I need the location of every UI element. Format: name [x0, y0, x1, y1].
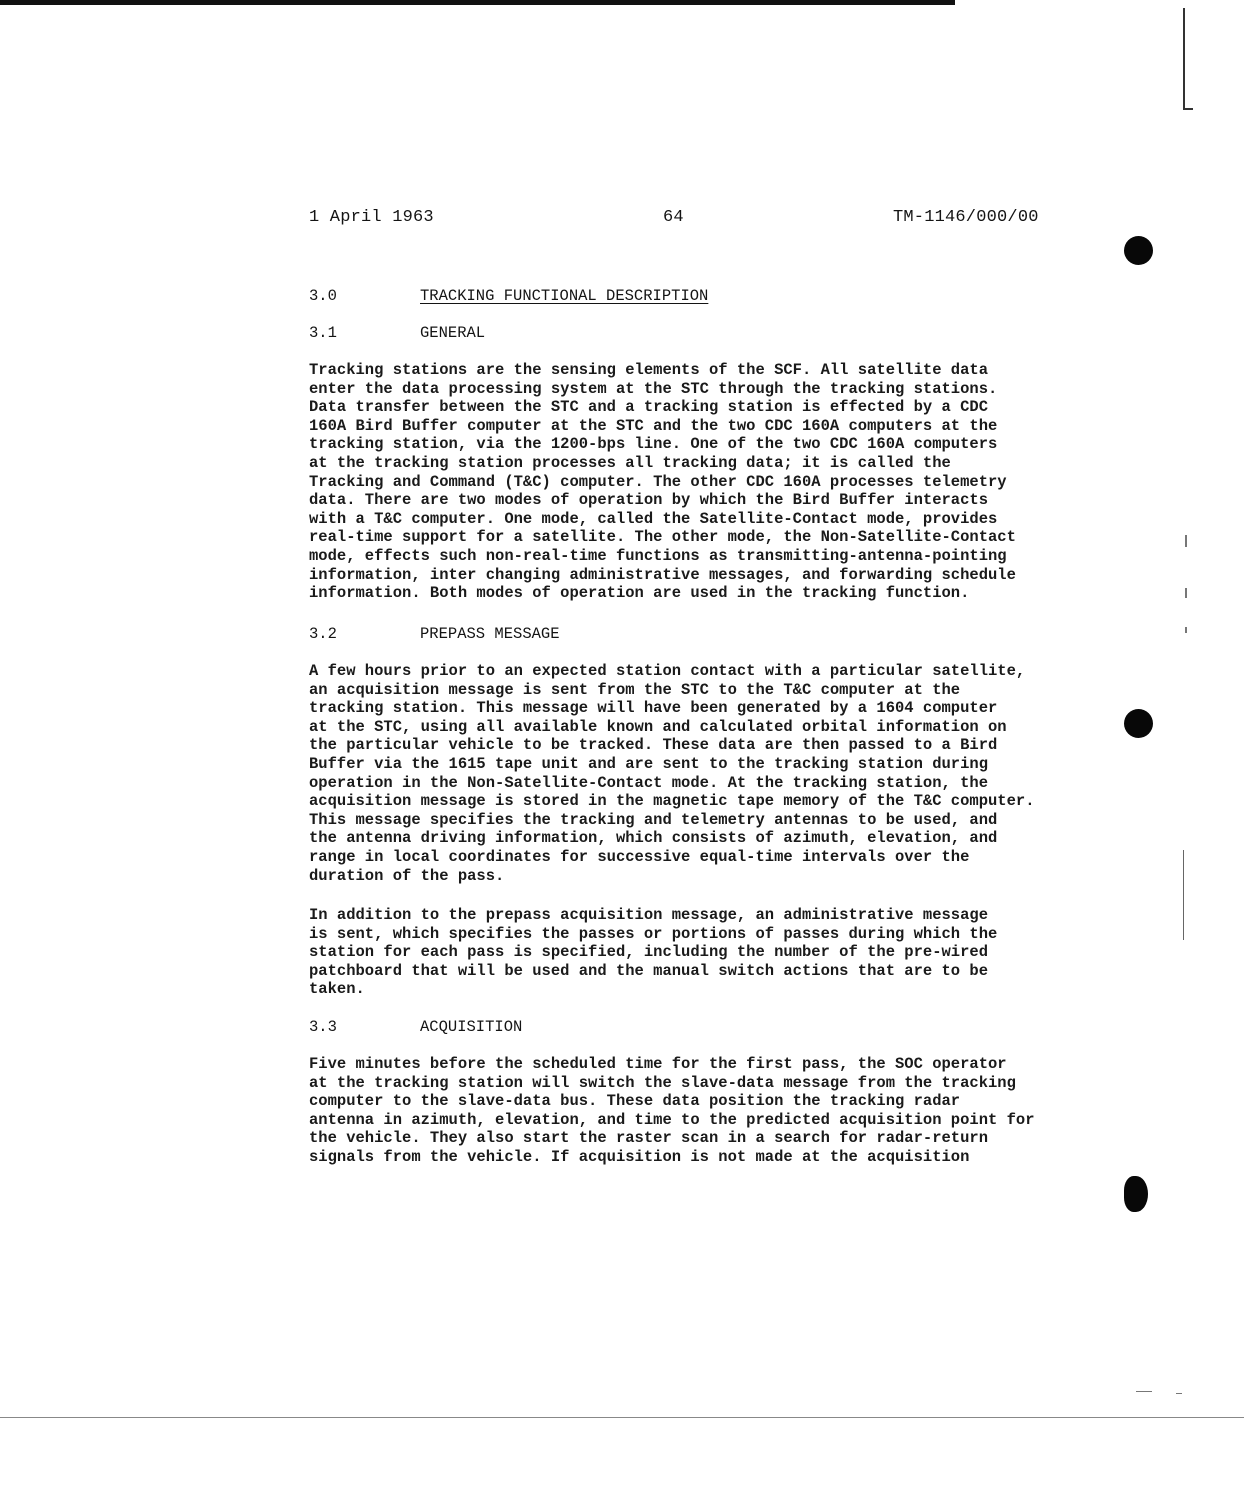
scan-speck	[1185, 588, 1187, 598]
section-title: ACQUISITION	[420, 1018, 523, 1036]
page-edge-mark	[1183, 108, 1193, 110]
punch-hole	[1124, 709, 1153, 738]
section-number: 3.2	[309, 625, 337, 643]
scan-speck	[1185, 535, 1187, 547]
header-date: 1 April 1963	[309, 208, 434, 227]
body-paragraph: Five minutes before the scheduled time for the first pass, the SOC operator at the tracking station will switch the slave-data message from the tracking computer to the slave-data bus. These data position the tracking radar antenna in azimuth, elevation, and time to the predicted acquisition point for the vehicle. They also start the raster scan in a search for radar-return signals from the vehicle. If acquisition is not made at the acquisition	[309, 1055, 1035, 1166]
section-title: PREPASS MESSAGE	[420, 625, 560, 643]
scan-speck	[1176, 1393, 1182, 1394]
body-paragraph: A few hours prior to an expected station contact with a particular satellite, an acquisition message is sent from the STC to the T&C computer at the tracking station. This message will have been generated by a 1604 computer at the STC, using all available known and calculated orbital information on the particular vehicle to be tracked. These data are then passed to a Bird Buffer via the 1615 tape unit and are sent to the tracking station during operation in the Non-Satellite-Contact mode. At the tracking station, the acquisition message is stored in the magnetic tape memory of the T&C computer. This message specifies the tracking and telemetry antennas to be used, and the antenna driving information, which consists of azimuth, elevation, and range in local coordinates for successive equal-time intervals over the duration of the pass.	[309, 662, 1035, 885]
page-number: 64	[663, 208, 684, 227]
body-paragraph: Tracking stations are the sensing elements of the SCF. All satellite data enter the data processing system at the STC through the tracking stations. Data transfer between the STC and a tracking station is effected by a CDC 160A Bird Buffer computer at the STC and the two CDC 160A computers at the tracking station, via the 1200-bps line. One of the two CDC 160A computers at the tracking station processes all tracking data; it is called the Tracking and Command (T&C) computer. The other CDC 160A processes telemetry data. There are two modes of operation by which the Bird Buffer interacts with a T&C computer. One mode, called the Satellite-Contact mode, provides real-time support for a satellite. The other mode, the Non-Satellite-Contact mode, effects such non-real-time functions as transmitting-antenna-pointing information, inter changing administrative messages, and forwarding schedule information. Both modes of operation are used in the tracking function.	[309, 361, 1016, 603]
section-number: 3.3	[309, 1018, 337, 1036]
page-edge-mark	[1183, 8, 1185, 108]
section-number: 3.0	[309, 287, 337, 305]
section-title: TRACKING FUNCTIONAL DESCRIPTION	[420, 287, 709, 305]
scan-border-top	[0, 0, 955, 5]
scan-border-bottom	[0, 1417, 1244, 1418]
section-number: 3.1	[309, 324, 337, 342]
section-title: GENERAL	[420, 324, 486, 342]
scan-speck	[1185, 627, 1187, 633]
page-edge-mark	[1183, 850, 1184, 940]
punch-hole	[1124, 236, 1153, 265]
document-id: TM-1146/000/00	[893, 208, 1039, 227]
scan-speck	[1136, 1391, 1152, 1392]
body-paragraph: In addition to the prepass acquisition message, an administrative message is sent, which specifies the passes or portions of passes during which the station for each pass is specified, including the number of the pre-wired patchboard that will be used and the manual switch actions that are to be taken.	[309, 906, 998, 999]
punch-hole	[1124, 1176, 1148, 1212]
